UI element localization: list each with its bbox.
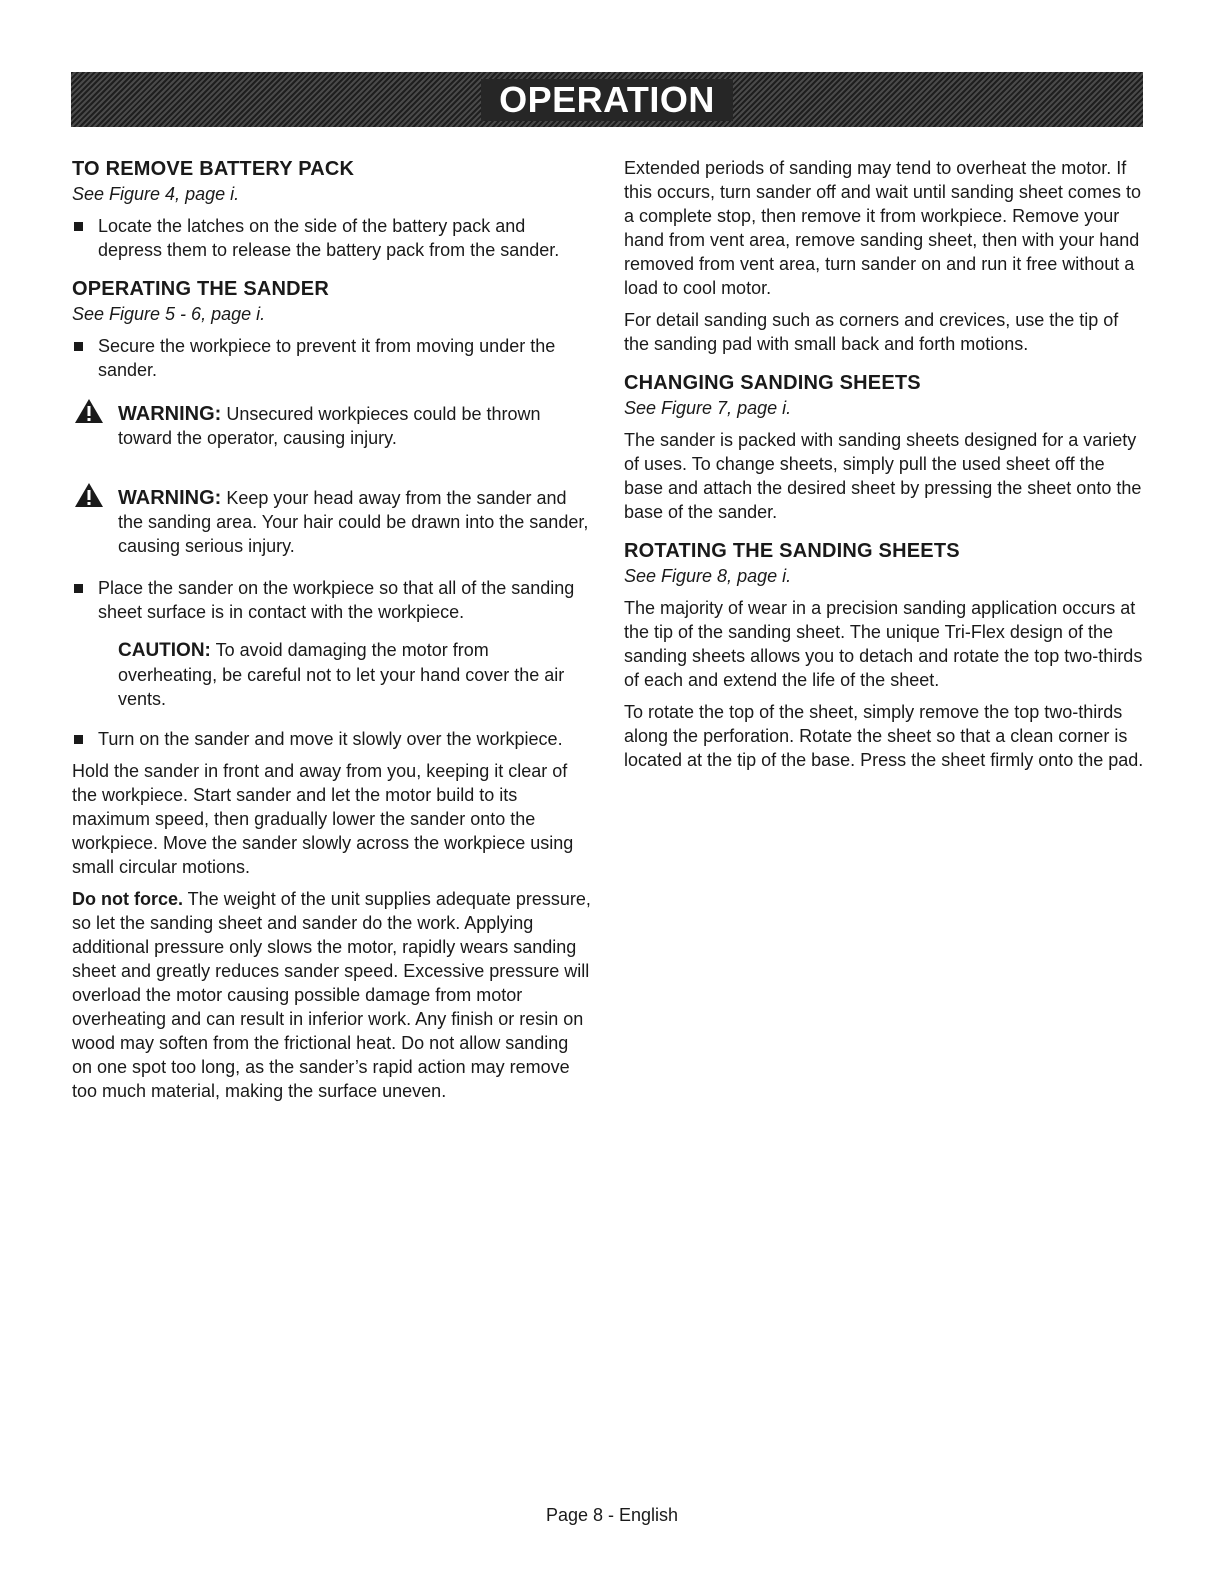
square-bullet-icon bbox=[74, 584, 83, 593]
emphasis-text: Do not force. bbox=[72, 889, 183, 909]
warning-triangle-icon bbox=[74, 482, 104, 508]
figure-ref-5-6: See Figure 5 - 6, page i. bbox=[72, 304, 266, 324]
heading-changing-sheets: CHANGING SANDING SHEETS bbox=[624, 372, 921, 394]
square-bullet-icon bbox=[74, 735, 83, 744]
caution-block bbox=[72, 638, 592, 711]
paragraph-text: The weight of the unit supplies adequate pressure, so let the sanding sheet and sander do the work. Applying additional pressure only slows the motor, rapidly wears sanding sheet and greatly reduces sander speed. Excessive pressure will overload the motor causing possible damage from motor overheating and can result in inferior work. Any finish or resin on wood may soften from the frictional heat. Do not allow sanding on one spot too long, as the sander’s rapid action may remove too much material, making the surface uneven. bbox=[72, 889, 591, 1101]
warning-text: Unsecured workpieces could be thrown toward the operator, causing injury. bbox=[118, 404, 541, 448]
warning-block bbox=[72, 402, 592, 450]
warning-text: Keep your head away from the sander and the sanding area. Your hair could be drawn into the sander, causing serious injury. bbox=[118, 488, 589, 556]
section-title: OPERATION bbox=[481, 79, 733, 121]
bullet-text: Place the sander on the workpiece so that all of the sanding sheet surface is in contact with the workpiece. bbox=[98, 578, 575, 622]
paragraph-do-not-force bbox=[72, 887, 592, 1103]
paragraph-extended-sanding: Extended periods of sanding may tend to overheat the motor. If this occurs, turn sander off and wait until sanding sheet comes to a complete stop, then remove it from workpiece. Remove your hand from vent area, remove sanding sheet, then with your hand removed from vent area, turn sander on and run it free without a load to cool motor. bbox=[624, 158, 1141, 298]
paragraph-wear: The majority of wear in a precision sanding application occurs at the tip of the sanding sheet. The unique Tri-Flex design of the sanding sheets allows you to detach and rotate the top two-thirds of each and extend the life of the sheet. bbox=[624, 598, 1143, 690]
bullet-text: Secure the workpiece to prevent it from moving under the sander. bbox=[98, 336, 556, 380]
heading-operating-sander: OPERATING THE SANDER bbox=[72, 278, 329, 300]
paragraph-hold-sander: Hold the sander in front and away from you, keeping it clear of the workpiece. Start sander and let the motor build to its maximum speed, then gradually lower the sander onto the workpiece. Move the sander slowly across the workpiece using small circular motions. bbox=[72, 761, 574, 877]
warning-label: WARNING: bbox=[118, 403, 222, 425]
bullet-item bbox=[72, 576, 592, 624]
caution-label: CAUTION: bbox=[118, 640, 211, 661]
section-banner bbox=[71, 72, 1143, 127]
bullet-item bbox=[72, 214, 592, 262]
caution-text: To avoid damaging the motor from overheating, be careful not to let your hand cover the air vents. bbox=[118, 640, 565, 709]
warning-label: WARNING: bbox=[118, 487, 222, 509]
bullet-item bbox=[72, 727, 592, 751]
left-column bbox=[72, 156, 592, 1111]
bullet-item bbox=[72, 334, 592, 382]
paragraph-detail-sanding: For detail sanding such as corners and crevices, use the tip of the sanding pad with small back and forth motions. bbox=[624, 310, 1119, 354]
bullet-text: Locate the latches on the side of the battery pack and depress them to release the battery pack from the sander. bbox=[98, 216, 560, 260]
heading-rotating-sheets: ROTATING THE SANDING SHEETS bbox=[624, 540, 960, 562]
square-bullet-icon bbox=[74, 342, 83, 351]
paragraph-changing-sheets: The sander is packed with sanding sheets designed for a variety of uses. To change sheets, simply pull the used sheet off the base and attach the desired sheet by pressing the sheet onto the base of the sander. bbox=[624, 430, 1142, 522]
page-footer: Page 8 - English bbox=[545, 1505, 679, 1525]
paragraph-rotate-sheet: To rotate the top of the sheet, simply remove the top two-thirds along the perforation. Rotate the sheet so that a clean corner is located at the tip of the base. Press the sheet firmly onto the pad. bbox=[624, 702, 1144, 770]
warning-block bbox=[72, 486, 592, 558]
square-bullet-icon bbox=[74, 222, 83, 231]
heading-remove-battery: TO REMOVE BATTERY PACK bbox=[72, 158, 355, 180]
warning-triangle-icon bbox=[74, 398, 104, 424]
figure-ref-4: See Figure 4, page i. bbox=[72, 184, 240, 204]
bullet-text: Turn on the sander and move it slowly over the workpiece. bbox=[98, 729, 563, 749]
figure-ref-8: See Figure 8, page i. bbox=[624, 566, 792, 586]
figure-ref-7: See Figure 7, page i. bbox=[624, 398, 792, 418]
right-column bbox=[624, 156, 1146, 780]
